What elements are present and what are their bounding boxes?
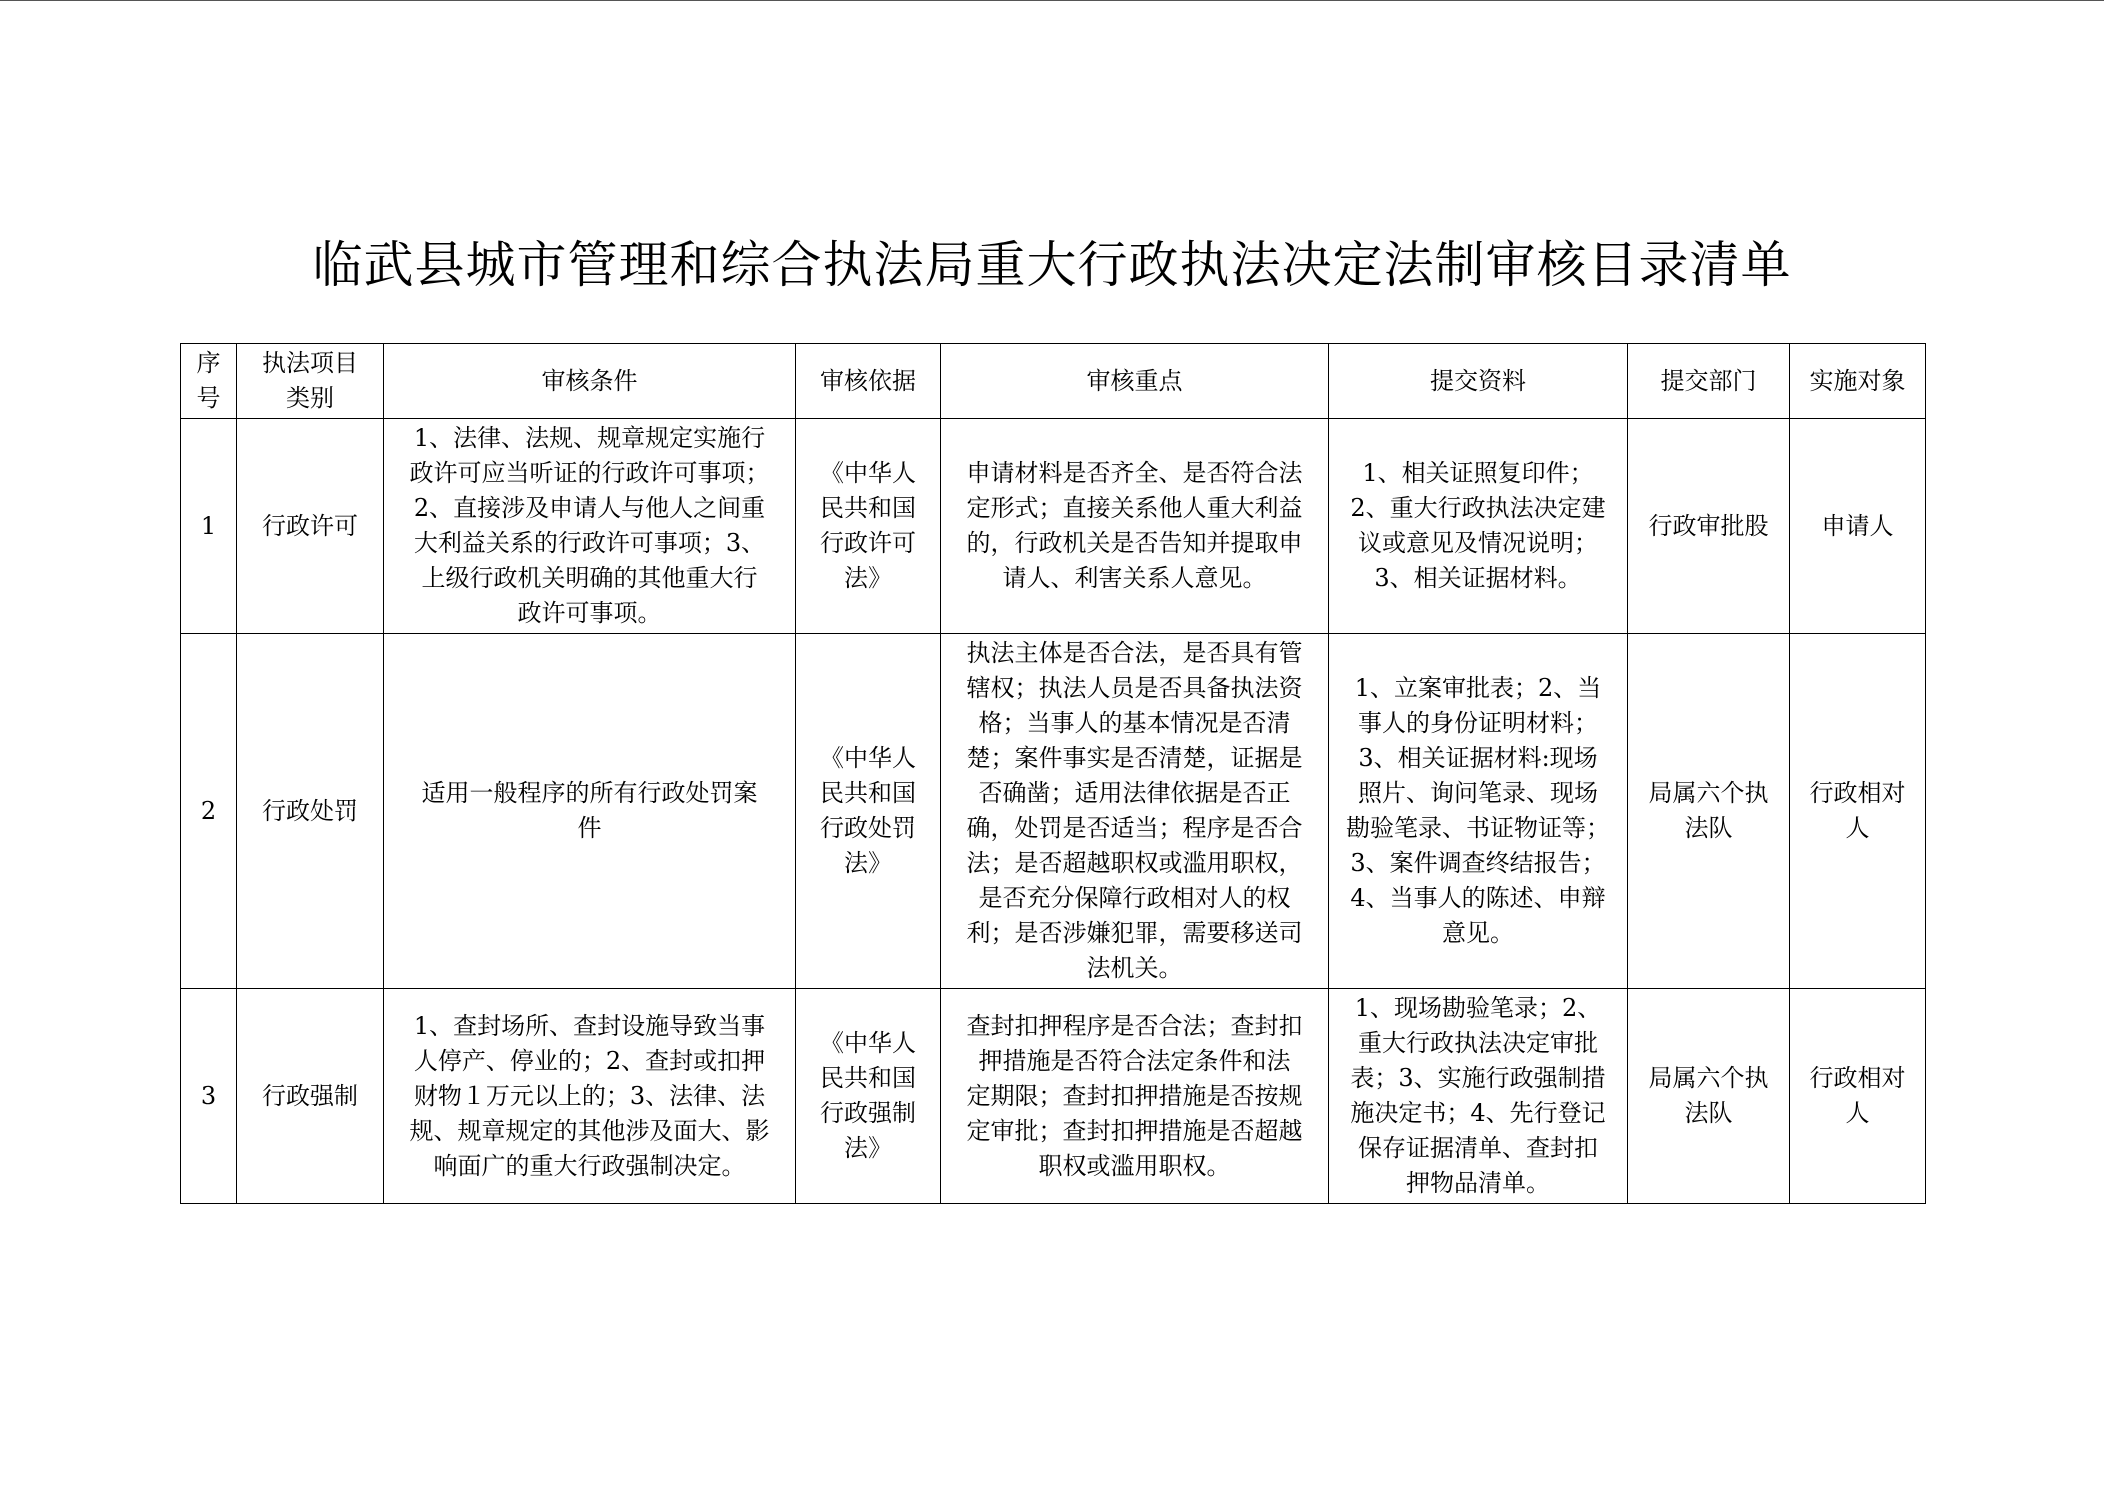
cell-line: 格；当事人的基本情况是否清 (978, 709, 1291, 737)
cell-line: 定形式；直接关系他人重大利益 (966, 494, 1303, 522)
cell-materials (1329, 989, 1628, 1204)
cell-line: 3、案件调查终结报告； (1350, 849, 1606, 877)
cell-line: 3、相关证据材料:现场 (1358, 744, 1598, 772)
cell-line: 规、规章规定的其他涉及面大、影 (409, 1116, 770, 1145)
header-target: 实施对象 (1790, 344, 1926, 419)
cell-line: 申请材料是否齐全、是否符合法 (966, 459, 1303, 487)
cell-line: 3、相关证据材料。 (1374, 564, 1582, 592)
cell-line: 法》 (844, 849, 892, 877)
cell-line: 民共和国 (820, 779, 916, 807)
cell-line: 法》 (844, 564, 892, 592)
cell-line: 法机关。 (1086, 954, 1183, 982)
cell-line: 《中华人 (820, 1029, 916, 1057)
cell-target (1790, 419, 1926, 634)
cell-line: 2、直接涉及申请人与他人之间重 (413, 494, 766, 522)
cell-line: 民共和国 (820, 1064, 916, 1092)
cell-line: 法；是否超越职权或滥用职权， (966, 849, 1303, 877)
table-body (181, 419, 1926, 1204)
cell-basis (796, 989, 941, 1204)
cell-line: 重大行政执法决定审批 (1358, 1029, 1598, 1057)
cell-department (1628, 989, 1790, 1204)
cell-line: 行政审批股 (1648, 511, 1769, 540)
cell-line: 人 (1845, 1099, 1870, 1127)
cell-line: 议或意见及情况说明； (1358, 529, 1598, 557)
header-row (181, 344, 1926, 419)
header-focus: 审核重点 (941, 344, 1329, 419)
cell-line: 押措施是否符合法定条件和法 (978, 1046, 1291, 1075)
cell-seq: 1 (181, 419, 237, 634)
cell-line: 意见。 (1442, 919, 1514, 947)
cell-line: 查封扣押程序是否合法；查封扣 (966, 1011, 1303, 1040)
cell-target (1790, 989, 1926, 1204)
cell-line: 事人的身份证明材料； (1358, 709, 1598, 737)
cell-line: 《中华人 (820, 744, 916, 772)
cell-materials (1329, 634, 1628, 989)
cell-line: 1、现场勘验笔录；2、 (1354, 994, 1602, 1022)
table-row (181, 989, 1926, 1204)
cell-line: 人停产、停业的；2、查封或扣押 (413, 1046, 766, 1075)
cell-category: 行政许可 (237, 419, 384, 634)
cell-line: 上级行政机关明确的其他重大行 (421, 564, 758, 592)
cell-line: 职权或滥用职权。 (1038, 1151, 1231, 1180)
cell-seq: 2 (181, 634, 237, 989)
header-seq: 序 号 (181, 344, 237, 419)
cell-line: 4、当事人的陈述、申辩 (1350, 884, 1606, 912)
review-catalog-table (180, 343, 1926, 1204)
table-row (181, 419, 1926, 634)
cell-line: 利；是否涉嫌犯罪，需要移送司 (966, 919, 1303, 947)
cell-line: 表；3、实施行政强制措 (1350, 1064, 1606, 1092)
cell-department (1628, 419, 1790, 634)
cell-basis (796, 419, 941, 634)
cell-conditions (384, 419, 796, 634)
cell-line: 勘验笔录、书证物证等； (1346, 814, 1610, 842)
header-basis: 审核依据 (796, 344, 941, 419)
cell-line: 适用一般程序的所有行政处罚案 (421, 779, 758, 807)
cell-line: 人 (1845, 814, 1870, 842)
cell-line: 民共和国 (820, 494, 916, 522)
cell-conditions (384, 634, 796, 989)
cell-line: 执法主体是否合法，是否具有管 (966, 639, 1303, 667)
cell-line: 请人、利害关系人意见。 (1002, 564, 1267, 592)
cell-target (1790, 634, 1926, 989)
cell-line: 件 (577, 814, 602, 842)
header-category: 执法项目 类别 (237, 344, 384, 419)
cell-line: 响面广的重大行政强制决定。 (433, 1151, 746, 1180)
cell-category: 行政强制 (237, 989, 384, 1204)
cell-line: 1、法律、法规、规章规定实施行 (413, 424, 766, 452)
cell-line: 财物１万元以上的；3、法律、法 (413, 1081, 766, 1110)
cell-line: 否确凿；适用法律依据是否正 (978, 779, 1291, 807)
header-conditions: 审核条件 (384, 344, 796, 419)
cell-line: 定审批；查封扣押措施是否超越 (966, 1116, 1303, 1145)
cell-line: 押物品清单。 (1406, 1169, 1550, 1197)
cell-line: 1、立案审批表；2、当 (1354, 674, 1602, 702)
header-materials: 提交资料 (1329, 344, 1628, 419)
cell-line: 的，行政机关是否告知并提取申 (966, 529, 1303, 557)
cell-line: 法队 (1684, 814, 1733, 842)
cell-materials (1329, 419, 1628, 634)
cell-line: 楚；案件事实是否清楚，证据是 (966, 744, 1303, 772)
cell-line: 1、查封场所、查封设施导致当事 (413, 1011, 766, 1040)
cell-line: 法队 (1684, 1099, 1733, 1127)
cell-conditions (384, 989, 796, 1204)
cell-line: 照片、询问笔录、现场 (1358, 779, 1598, 807)
cell-line: 是否充分保障行政相对人的权 (978, 884, 1291, 912)
cell-line: 法》 (844, 1134, 892, 1162)
cell-line: 行政相对 (1809, 1064, 1906, 1092)
cell-line: 辖权；执法人员是否具备执法资 (966, 674, 1303, 702)
cell-line: 政许可应当听证的行政许可事项； (409, 459, 770, 487)
cell-focus (941, 634, 1329, 989)
cell-line: 1、相关证照复印件； (1362, 459, 1594, 487)
cell-line: 施决定书；4、先行登记 (1350, 1099, 1606, 1127)
cell-line: 政许可事项。 (517, 599, 662, 627)
page-title: 临武县城市管理和综合执法局重大行政执法决定法制审核目录清单 (312, 236, 1792, 294)
cell-line: 2、重大行政执法决定建 (1350, 494, 1606, 522)
top-border-line (0, 0, 2104, 1)
cell-line: 行政许可 (820, 529, 916, 557)
cell-focus (941, 419, 1329, 634)
cell-line: 行政处罚 (820, 814, 916, 842)
cell-basis (796, 634, 941, 989)
cell-line: 确，处罚是否适当；程序是否合 (966, 814, 1303, 842)
cell-line: 行政相对 (1809, 779, 1906, 807)
cell-line: 定期限；查封扣押措施是否按规 (966, 1081, 1303, 1110)
cell-line: 申请人 (1821, 511, 1894, 540)
cell-line: 保存证据清单、查封扣 (1358, 1134, 1598, 1162)
cell-line: 大利益关系的行政许可事项；3、 (413, 529, 766, 557)
cell-category: 行政处罚 (237, 634, 384, 989)
cell-line: 《中华人 (820, 459, 916, 487)
cell-line: 局属六个执 (1648, 1064, 1769, 1092)
cell-seq: 3 (181, 989, 237, 1204)
cell-line: 行政强制 (820, 1099, 916, 1127)
table-row (181, 634, 1926, 989)
header-department: 提交部门 (1628, 344, 1790, 419)
cell-line: 局属六个执 (1648, 779, 1769, 807)
cell-department (1628, 634, 1790, 989)
cell-focus (941, 989, 1329, 1204)
